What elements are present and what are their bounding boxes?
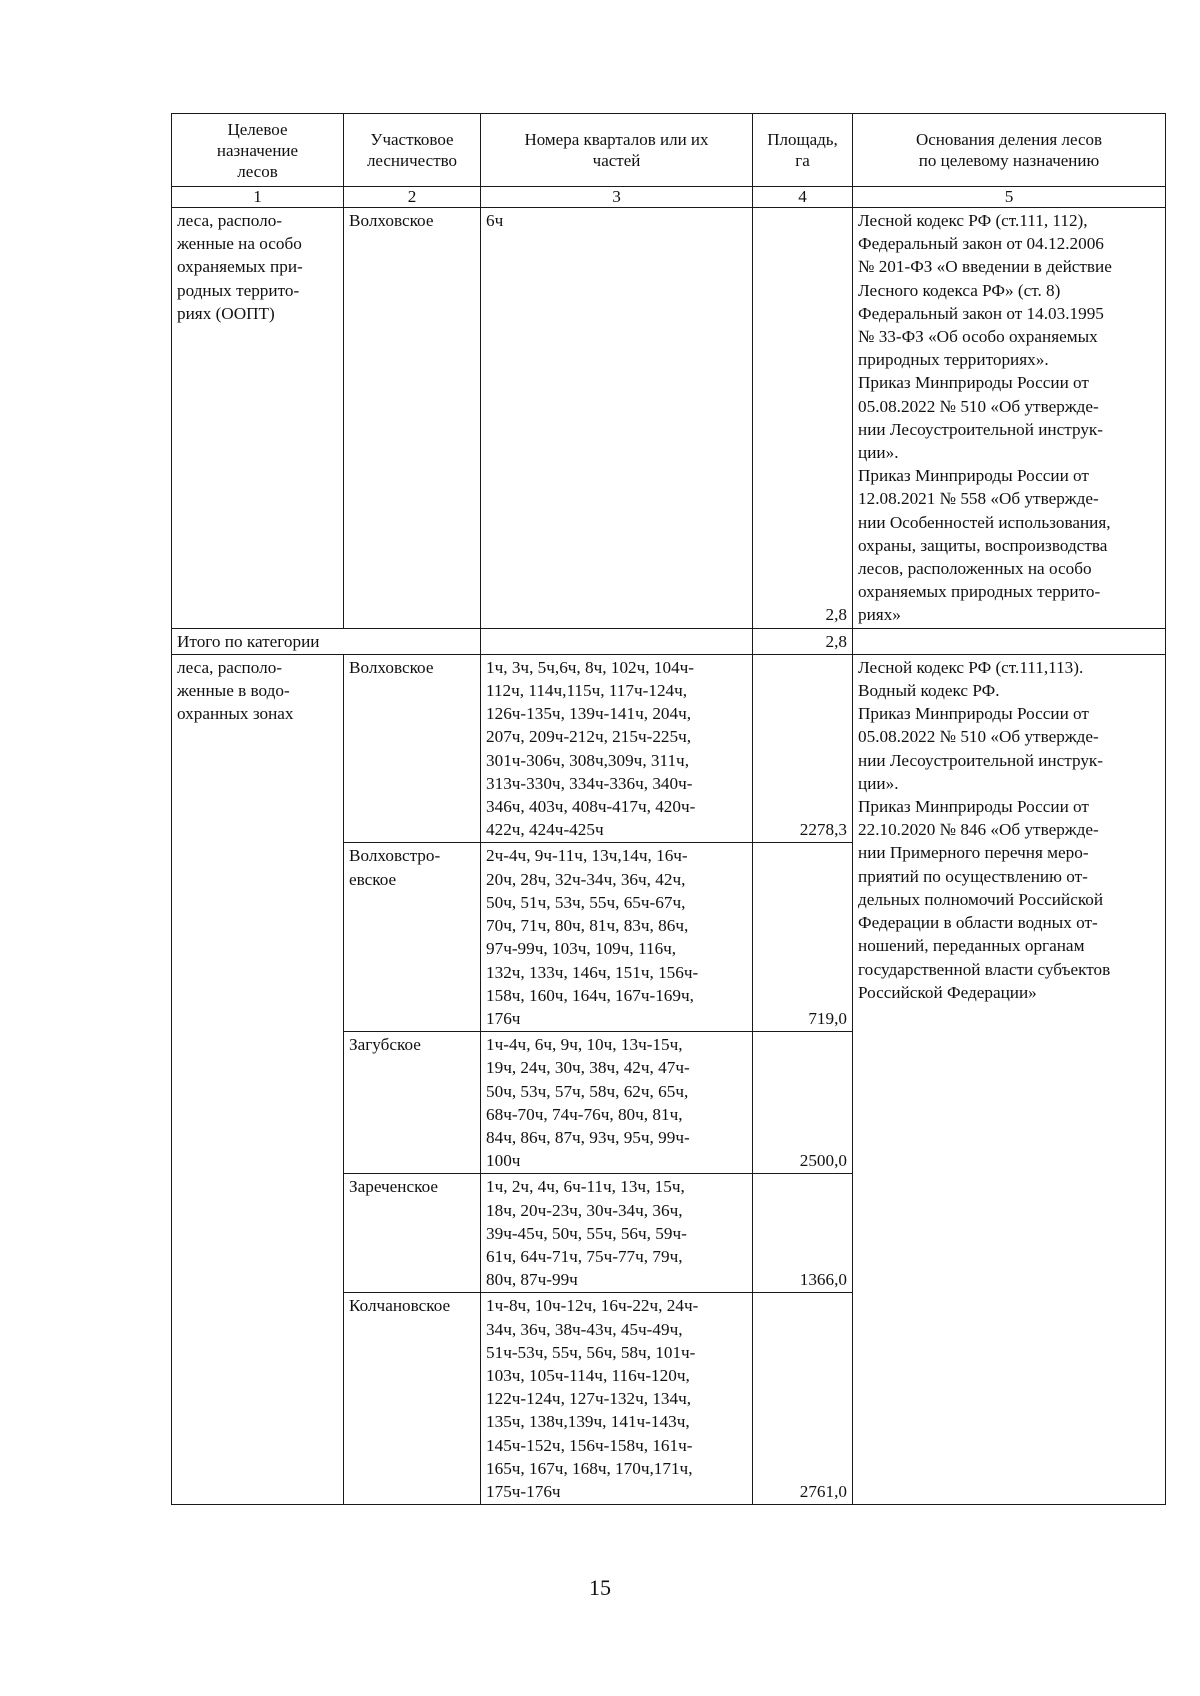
column-number: 1	[172, 187, 344, 208]
header-row	[172, 114, 1166, 187]
area-cell: 2761,0	[753, 1293, 853, 1505]
district-cell: Зареченское	[344, 1174, 481, 1293]
area-cell: 2278,3	[753, 654, 853, 843]
area-cell: 2500,0	[753, 1032, 853, 1174]
purpose-cell: леса, располо- женные в водо- охранных зонах	[172, 654, 344, 1504]
district-cell: Волховское	[344, 208, 481, 629]
table-row-total	[172, 628, 1166, 654]
district-cell: Волховстро- евское	[344, 843, 481, 1032]
page-number: 15	[589, 1575, 611, 1600]
quarters-cell: 1ч, 2ч, 4ч, 6ч-11ч, 13ч, 15ч, 18ч, 20ч-23ч, 30ч-34ч, 36ч, 39ч-45ч, 50ч, 55ч, 56ч, 59ч- 61ч, 64ч-71ч, 75ч-77ч, 79ч, 80ч, 87ч-99ч	[481, 1174, 753, 1293]
column-number: 5	[853, 187, 1166, 208]
purpose-cell: леса, располо- женные на особо охраняемых при- родных террито- риях (ООПТ)	[172, 208, 344, 629]
column-number: 3	[481, 187, 753, 208]
total-area-cell: 2,8	[753, 628, 853, 654]
total-quarters-cell	[481, 628, 753, 654]
total-basis-cell	[853, 628, 1166, 654]
basis-cell: Лесной кодекс РФ (ст.111, 112), Федеральный закон от 04.12.2006 № 201-ФЗ «О введении в действие Лесного кодекса РФ» (ст. 8) Федеральный закон от 14.03.1995 № 33-ФЗ «Об особо охраняемых природных территориях». Приказ Минприроды России от 05.08.2022 № 510 «Об утвержде- нии Лесоустроительной инструк- ции». Приказ Минприроды России от 12.08.2021 № 558 «Об утвержде- нии Особенностей использования, охраны, защиты, воспроизводства лесов, расположенных на особо охраняемых природных террито- риях»	[853, 208, 1166, 629]
forest-purpose-table	[171, 113, 1166, 1505]
area-cell: 2,8	[753, 208, 853, 629]
total-label: Итого по категории	[172, 628, 481, 654]
column-number: 2	[344, 187, 481, 208]
column-number: 4	[753, 187, 853, 208]
district-cell: Загубское	[344, 1032, 481, 1174]
table-row-oopt	[172, 208, 1166, 629]
header-district: Участковое лесничество	[344, 114, 481, 187]
quarters-cell: 1ч, 3ч, 5ч,6ч, 8ч, 102ч, 104ч- 112ч, 114ч,115ч, 117ч-124ч, 126ч-135ч, 139ч-141ч, 204ч, 207ч, 209ч-212ч, 215ч-225ч, 301ч-306ч, 308ч,309ч, 311ч, 313ч-330ч, 334ч-336ч, 340ч- 346ч, 403ч, 408ч-417ч, 420ч- 422ч, 424ч-425ч	[481, 654, 753, 843]
column-number-row	[172, 187, 1166, 208]
header-purpose: Целевое назначение лесов	[172, 114, 344, 187]
quarters-cell: 6ч	[481, 208, 753, 629]
header-basis: Основания деления лесов по целевому назначению	[853, 114, 1166, 187]
quarters-cell: 2ч-4ч, 9ч-11ч, 13ч,14ч, 16ч- 20ч, 28ч, 32ч-34ч, 36ч, 42ч, 50ч, 51ч, 53ч, 55ч, 65ч-67ч, 70ч, 71ч, 80ч, 81ч, 83ч, 86ч, 97ч-99ч, 103ч, 109ч, 116ч, 132ч, 133ч, 146ч, 151ч, 156ч- 158ч, 160ч, 164ч, 167ч-169ч, 176ч	[481, 843, 753, 1032]
quarters-cell: 1ч-4ч, 6ч, 9ч, 10ч, 13ч-15ч, 19ч, 24ч, 30ч, 38ч, 42ч, 47ч- 50ч, 53ч, 57ч, 58ч, 62ч, 65ч, 68ч-70ч, 74ч-76ч, 80ч, 81ч, 84ч, 86ч, 87ч, 93ч, 95ч, 99ч- 100ч	[481, 1032, 753, 1174]
area-cell: 719,0	[753, 843, 853, 1032]
quarters-cell: 1ч-8ч, 10ч-12ч, 16ч-22ч, 24ч- 34ч, 36ч, 38ч-43ч, 45ч-49ч, 51ч-53ч, 55ч, 56ч, 58ч, 101ч- 103ч, 105ч-114ч, 116ч-120ч, 122ч-124ч, 127ч-132ч, 134ч, 135ч, 138ч,139ч, 141ч-143ч, 145ч-152ч, 156ч-158ч, 161ч- 165ч, 167ч, 168ч, 170ч,171ч, 175ч-176ч	[481, 1293, 753, 1505]
district-cell: Волховское	[344, 654, 481, 843]
area-cell: 1366,0	[753, 1174, 853, 1293]
header-quarters: Номера кварталов или их частей	[481, 114, 753, 187]
district-cell: Колчановское	[344, 1293, 481, 1505]
basis-cell: Лесной кодекс РФ (ст.111,113). Водный кодекс РФ. Приказ Минприроды России от 05.08.2022 № 510 «Об утвержде- нии Лесоустроительной инструк- ции». Приказ Минприроды России от 22.10.2020 № 846 «Об утвержде- нии Примерного перечня меро- приятий по осуществлению от- дельных полномочий Российской Федерации в области водных от- ношений, переданных органам государственной власти субъектов Российской Федерации»	[853, 654, 1166, 1504]
header-area: Площадь, га	[753, 114, 853, 187]
table-row-water	[172, 654, 1166, 843]
